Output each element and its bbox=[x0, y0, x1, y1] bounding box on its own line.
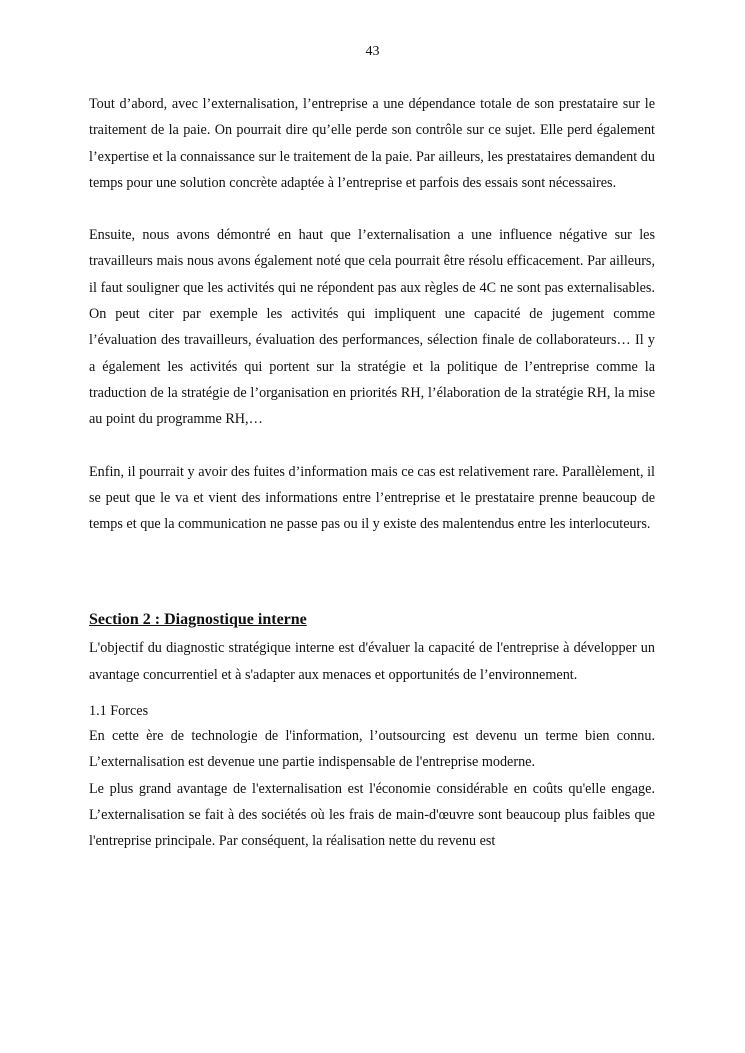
paragraph-diagnostic-interne: L'objectif du diagnostic stratégique interne est d'évaluer la capacité de l'entreprise à développer un avantage concurrentiel et à s'adapter aux menaces et opportunités de l’environnement. bbox=[89, 640, 655, 683]
subsection-forces-heading: 1.1 Forces bbox=[89, 703, 149, 720]
paragraph-fuites-information: Enfin, il pourrait y avoir des fuites d’information mais ce cas est relativement rare. Parallèlement, il se peut que le va et vient des informations entre l’entreprise et le prestataire prenne beaucoup de temps et que la communication ne passe pas ou il y existe des malentendus entre les interlocuteurs. bbox=[89, 463, 655, 533]
paragraph-dependance: Tout d’abord, avec l’externalisation, l’entreprise a une dépendance totale de son prestataire sur le traitement de la paie. On pourrait dire qu’elle perde son contrôle sur ce sujet. Elle perd également l’expertise et la connaissance sur le traitement de la paie. Par ailleurs, les prestataires demandent du temps pour une solution concrète adaptée à l’entreprise et parfois des essais sont nécessaires. bbox=[89, 96, 655, 191]
paragraph-avantage-couts: Le plus grand avantage de l'externalisation est l'économie considérable en coûts qu'elle engage. L’externalisation se fait à des sociétés où les frais de main-d'œuvre sont beaucoup plus faibles que l'entreprise principale. Par conséquent, la réalisation nette du revenu est bbox=[89, 780, 655, 850]
section-2-heading: Section 2 : Diagnostique interne bbox=[89, 611, 307, 629]
paragraph-influence-negative: Ensuite, nous avons démontré en haut que l’externalisation a une influence négative sur les travailleurs mais nous avons également noté que cela pourrait être résolu efficacement. Par ailleurs, il faut souligner que les activités qui ne répondent pas aux règles de 4C ne sont pas externalisables. On peut citer par exemple les activités qui impliquent une capacité de jugement comme l’évaluation des travailleurs, évaluation des performances, sélection finale de collaborateurs… Il y a également les activités qui portent sur la stratégie et la politique de l’entreprise comme la traduction de la stratégie de l’organisation en priorités RH, l’élaboration de la stratégie RH, la mise au point du programme RH,… bbox=[89, 227, 655, 428]
page-number: 43 bbox=[365, 44, 380, 59]
paragraph-outsourcing: En cette ère de technologie de l'information, l’outsourcing est devenu un terme bien connu. L’externalisation est devenue une partie indispensable de l'entreprise moderne. bbox=[89, 728, 655, 771]
document-body bbox=[89, 91, 655, 855]
